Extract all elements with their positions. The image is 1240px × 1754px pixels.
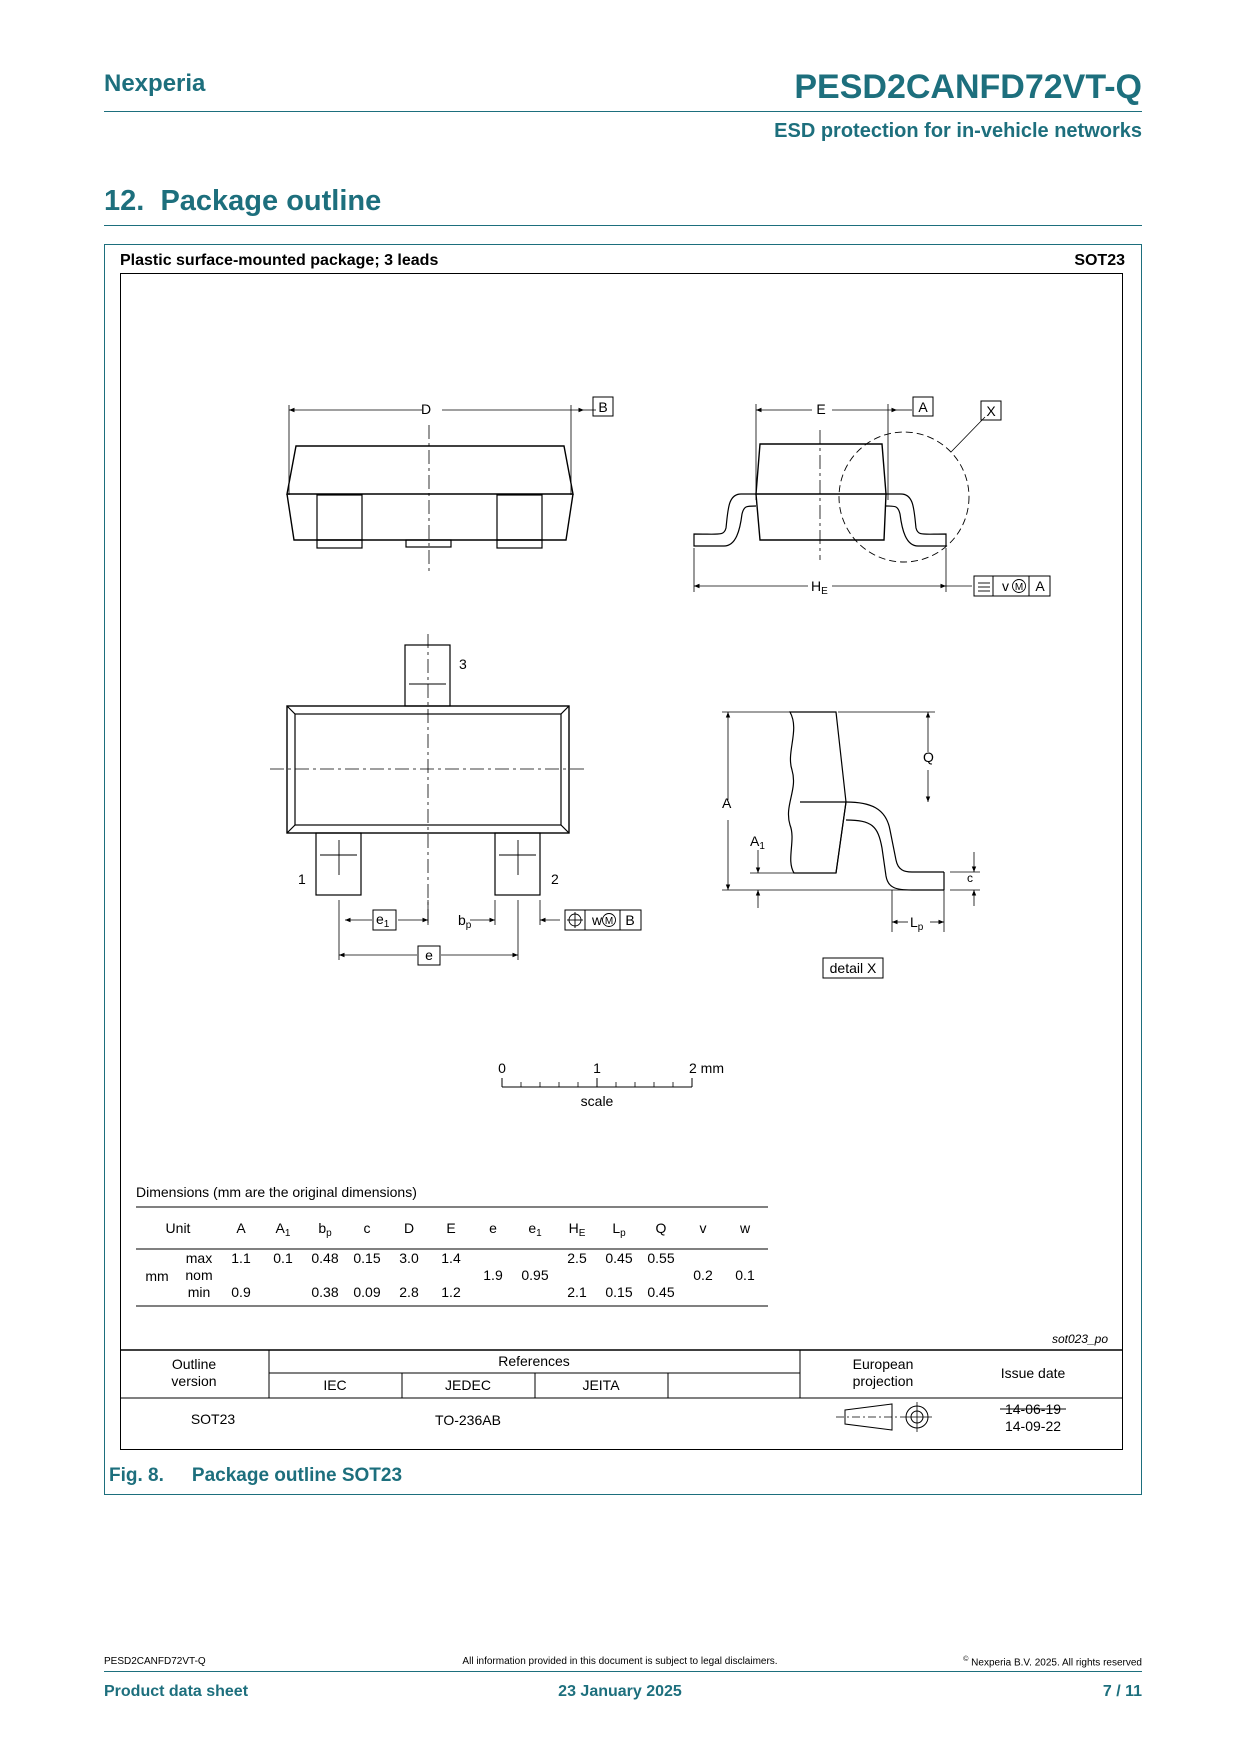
unit-value: mm [145,1268,169,1284]
dim-cell-min-8: 2.1 [567,1284,587,1300]
detail-marker-x: X [986,403,996,419]
figure-title: Package outline SOT23 [191,1465,403,1486]
dim-header-12: w [739,1220,751,1236]
dim-cell-max-1: 0.1 [273,1250,293,1266]
dim-header-3: c [363,1220,371,1236]
detail-x-label: detail X [829,960,877,976]
footer-copyright: Nexperia B.V. 2025. All rights reserved [971,1657,1142,1669]
section-title: Package outline [160,185,382,217]
footer-rule [104,1671,1142,1672]
figure-number: Fig. 8. [109,1465,164,1486]
pin-2-label: 2 [551,871,559,887]
detail-x-view [722,712,980,932]
dim-cell-max-5: 1.4 [441,1250,461,1266]
unit-header: Unit [165,1220,191,1236]
outline-label: Outline [171,1356,217,1372]
dim-header-10: Q [655,1220,667,1236]
dimensions-title: Dimensions (mm are the original dimensions) [136,1184,417,1200]
dim-cell-max-4: 3.0 [399,1250,419,1266]
label-e1: $e_1$ [376,911,390,930]
top-view [270,634,585,960]
end-view [694,404,985,592]
iec-label: IEC [323,1377,347,1393]
version-label: version [171,1373,217,1389]
outline-table-grid [120,1350,1123,1432]
dim-cell-nom-11: 0.2 [693,1267,713,1283]
dim-header-1: $A_1$ [275,1220,291,1239]
mmc-symbol-2: M [604,916,614,927]
footer-copyright-block [963,1656,1142,1668]
dim-cell-min-4: 2.8 [399,1284,419,1300]
package-title: Plastic surface-mounted package; 3 leads [120,252,439,269]
projection-label-2: projection [852,1373,914,1389]
label-e-width: E [816,401,826,417]
footer-date: 23 January 2025 [558,1683,682,1700]
row-label-nom: nom [185,1267,213,1283]
dim-cell-min-0: 0.9 [231,1284,251,1300]
dim-header-4: D [403,1220,415,1236]
projection-label-1: European [852,1356,914,1372]
footer-doc-type: Product data sheet [104,1683,249,1700]
dim-cell-nom-12: 0.1 [735,1267,755,1283]
datum-a: A [918,399,928,415]
package-code: SOT23 [1074,252,1125,269]
dim-cell-min-3: 0.09 [353,1284,381,1300]
dim-header-6: e [489,1220,497,1236]
document-subtitle: ESD protection for in-vehicle networks [774,120,1142,142]
row-date-old: 14-06-19 [1004,1401,1062,1417]
dim-header-9: $L_p$ [612,1220,626,1239]
references-label: References [498,1353,570,1369]
dim-cell-max-0: 1.1 [231,1250,251,1266]
tolerance-w: w [592,912,603,928]
label-a1: $A_1$ [750,833,765,852]
side-view [287,405,596,575]
dim-header-8: $H_E$ [568,1220,586,1239]
row-label-min: min [187,1284,211,1300]
drawing-code: sot023_po [1051,1332,1108,1346]
label-e-pitch: e [425,947,433,963]
dim-cell-nom-6: 1.9 [483,1267,503,1283]
dim-cell-max-2: 0.48 [311,1250,339,1266]
dim-cell-min-9: 0.15 [605,1284,633,1300]
label-he: $H_E$ [811,578,828,597]
footer-disclaimer: All information provided in this document is subject to legal disclaimers. [462,1656,778,1667]
label-d: D [420,401,432,417]
row-date-new: 14-09-22 [1004,1418,1062,1434]
dim-header-11: v [699,1220,707,1236]
pin-1-label: 1 [298,871,306,887]
footer-doc-id: PESD2CANFD72VT-Q [104,1656,206,1667]
dimensions-table [136,1184,755,1300]
jeita-label: JEITA [582,1377,620,1393]
datum-b: B [598,399,608,415]
label-bp: $b_p$ [458,912,472,931]
datum-ref-b: B [625,912,635,928]
scale-zero: 0 [498,1060,506,1076]
issue-date-label: Issue date [1000,1365,1066,1381]
dim-header-0: A [236,1220,246,1236]
dim-cell-min-10: 0.45 [647,1284,675,1300]
copyright-mark: © [963,1656,969,1663]
dim-cell-max-9: 0.45 [605,1250,633,1266]
label-c: c [967,871,973,885]
datum-ref-a: A [1035,578,1045,594]
dim-cell-max-3: 0.15 [353,1250,381,1266]
label-a-height: A [722,795,732,811]
outline-table [171,1353,1065,1434]
scale-two: 2 mm [689,1060,724,1076]
label-lp: $L_p$ [910,914,924,933]
label-q: Q [923,749,934,765]
dim-cell-min-2: 0.38 [311,1284,339,1300]
dim-cell-min-5: 1.2 [441,1284,461,1300]
dim-cell-max-10: 0.55 [647,1250,675,1266]
scale-bar [502,1078,692,1087]
mmc-symbol-1: M [1014,582,1024,593]
row-label-max: max [185,1250,213,1266]
dim-header-7: $e_1$ [528,1220,542,1239]
dim-header-5: E [446,1220,456,1236]
pin-3-label: 3 [459,656,467,672]
row-jedec: TO-236AB [435,1412,501,1428]
dim-header-2: $b_p$ [318,1220,332,1239]
tolerance-v: v [1002,578,1009,594]
jedec-label: JEDEC [445,1377,491,1393]
figure-caption [109,1465,402,1487]
section-number: 12. [104,185,145,217]
scale-one: 1 [593,1060,601,1076]
scale-label: scale [580,1093,614,1109]
dim-cell-max-8: 2.5 [567,1250,587,1266]
document-id: PESD2CANFD72VT-Q [794,68,1142,106]
brand-name: Nexperia [104,70,206,97]
footer-page: 7 / 11 [1102,1683,1142,1700]
row-outline-version: SOT23 [190,1411,236,1427]
dim-cell-nom-7: 0.95 [521,1267,549,1283]
